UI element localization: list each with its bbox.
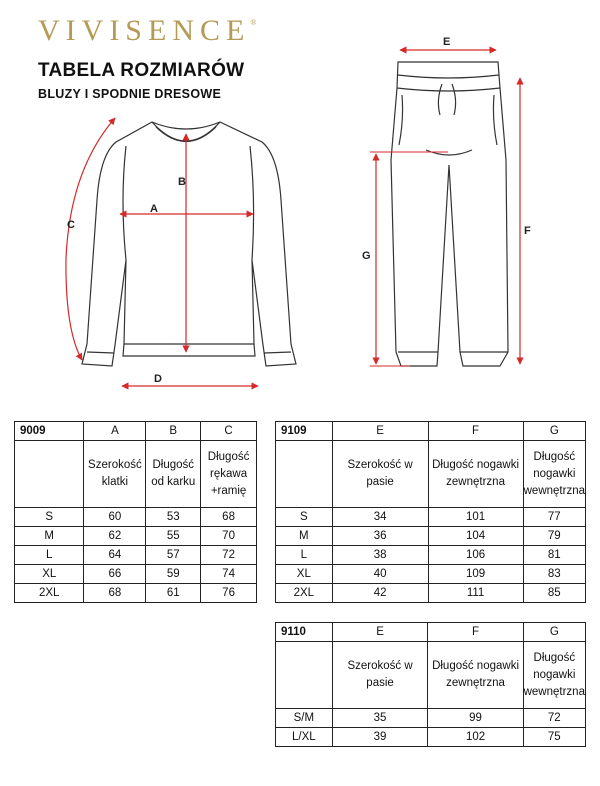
table-row bbox=[15, 527, 257, 546]
column-header: E bbox=[332, 623, 428, 642]
page-subtitle: BLUZY I SPODNIE DRESOWE bbox=[38, 87, 222, 101]
size-cell: S/M bbox=[276, 709, 333, 728]
table-row bbox=[276, 546, 586, 565]
table-row bbox=[276, 565, 586, 584]
table-header-row bbox=[276, 422, 586, 441]
value-cell: 64 bbox=[84, 546, 146, 565]
column-description: Szerokość w pasie bbox=[332, 441, 428, 508]
value-cell: 106 bbox=[428, 546, 523, 565]
column-header: F bbox=[428, 422, 523, 441]
value-cell: 72 bbox=[201, 546, 257, 565]
value-cell: 83 bbox=[523, 565, 585, 584]
size-table-9009 bbox=[14, 421, 257, 603]
column-header: F bbox=[428, 623, 523, 642]
value-cell: 102 bbox=[428, 728, 523, 747]
value-cell: 68 bbox=[201, 508, 257, 527]
value-cell: 61 bbox=[146, 584, 201, 603]
label-d: D bbox=[154, 373, 162, 385]
column-description: Długość nogawki wewnętrzna bbox=[523, 642, 585, 709]
table-row bbox=[276, 584, 586, 603]
value-cell: 35 bbox=[332, 709, 428, 728]
table-row bbox=[15, 565, 257, 584]
table-description-row bbox=[15, 441, 257, 508]
value-cell: 70 bbox=[201, 527, 257, 546]
value-cell: 109 bbox=[428, 565, 523, 584]
value-cell: 81 bbox=[523, 546, 585, 565]
empty-cell bbox=[15, 441, 84, 508]
table-row bbox=[15, 508, 257, 527]
value-cell: 60 bbox=[84, 508, 146, 527]
empty-cell bbox=[276, 441, 333, 508]
size-cell: M bbox=[15, 527, 84, 546]
column-header: A bbox=[84, 422, 146, 441]
product-code: 9009 bbox=[15, 422, 84, 441]
value-cell: 85 bbox=[523, 584, 585, 603]
value-cell: 59 bbox=[146, 565, 201, 584]
column-description: Szerokość klatki bbox=[84, 441, 146, 508]
column-description: Długość nogawki zewnętrzna bbox=[428, 441, 523, 508]
value-cell: 79 bbox=[523, 527, 585, 546]
page-title: TABELA ROZMIARÓW bbox=[38, 60, 245, 81]
value-cell: 62 bbox=[84, 527, 146, 546]
size-table-9109 bbox=[275, 421, 586, 603]
size-cell: XL bbox=[15, 565, 84, 584]
value-cell: 34 bbox=[332, 508, 428, 527]
table-row bbox=[276, 709, 586, 728]
value-cell: 111 bbox=[428, 584, 523, 603]
label-c: C bbox=[67, 219, 75, 231]
value-cell: 53 bbox=[146, 508, 201, 527]
size-cell: 2XL bbox=[276, 584, 333, 603]
column-header: B bbox=[146, 422, 201, 441]
column-description: Długość rękawa +ramię bbox=[201, 441, 257, 508]
value-cell: 76 bbox=[201, 584, 257, 603]
column-header: E bbox=[332, 422, 428, 441]
brand-name: VIVISENCE bbox=[38, 14, 251, 47]
value-cell: 99 bbox=[428, 709, 523, 728]
column-header: G bbox=[523, 422, 585, 441]
column-description: Długość od karku bbox=[146, 441, 201, 508]
table-header-row bbox=[276, 623, 586, 642]
table-row bbox=[15, 584, 257, 603]
label-f: F bbox=[524, 225, 531, 237]
value-cell: 55 bbox=[146, 527, 201, 546]
sweatshirt-drawing bbox=[82, 122, 296, 366]
column-description: Długość nogawki zewnętrzna bbox=[428, 642, 523, 709]
value-cell: 38 bbox=[332, 546, 428, 565]
size-cell: XL bbox=[276, 565, 333, 584]
size-table-9110 bbox=[275, 622, 586, 747]
table-row bbox=[276, 728, 586, 747]
column-header: G bbox=[523, 623, 585, 642]
table-row bbox=[276, 508, 586, 527]
size-cell: 2XL bbox=[15, 584, 84, 603]
size-cell: M bbox=[276, 527, 333, 546]
value-cell: 40 bbox=[332, 565, 428, 584]
empty-cell bbox=[276, 642, 333, 709]
table-row bbox=[15, 546, 257, 565]
value-cell: 74 bbox=[201, 565, 257, 584]
value-cell: 101 bbox=[428, 508, 523, 527]
table-row bbox=[276, 527, 586, 546]
pants-drawing bbox=[391, 62, 508, 366]
table-description-row bbox=[276, 441, 586, 508]
value-cell: 68 bbox=[84, 584, 146, 603]
table-description-row bbox=[276, 642, 586, 709]
value-cell: 104 bbox=[428, 527, 523, 546]
registered-mark: ® bbox=[250, 18, 257, 27]
label-e: E bbox=[443, 36, 451, 48]
size-cell: S bbox=[15, 508, 84, 527]
column-header: C bbox=[201, 422, 257, 441]
size-cell: L bbox=[276, 546, 333, 565]
label-g: G bbox=[362, 250, 371, 262]
column-description: Szerokość w pasie bbox=[332, 642, 428, 709]
value-cell: 57 bbox=[146, 546, 201, 565]
column-description: Długość nogawki wewnętrzna bbox=[523, 441, 585, 508]
size-cell: L/XL bbox=[276, 728, 333, 747]
value-cell: 72 bbox=[523, 709, 585, 728]
label-b: B bbox=[178, 176, 186, 188]
table-header-row bbox=[15, 422, 257, 441]
value-cell: 39 bbox=[332, 728, 428, 747]
label-a: A bbox=[150, 203, 158, 215]
value-cell: 75 bbox=[523, 728, 585, 747]
size-cell: S bbox=[276, 508, 333, 527]
value-cell: 36 bbox=[332, 527, 428, 546]
value-cell: 42 bbox=[332, 584, 428, 603]
product-code: 9109 bbox=[276, 422, 333, 441]
value-cell: 77 bbox=[523, 508, 585, 527]
value-cell: 66 bbox=[84, 565, 146, 584]
size-cell: L bbox=[15, 546, 84, 565]
product-code: 9110 bbox=[276, 623, 333, 642]
